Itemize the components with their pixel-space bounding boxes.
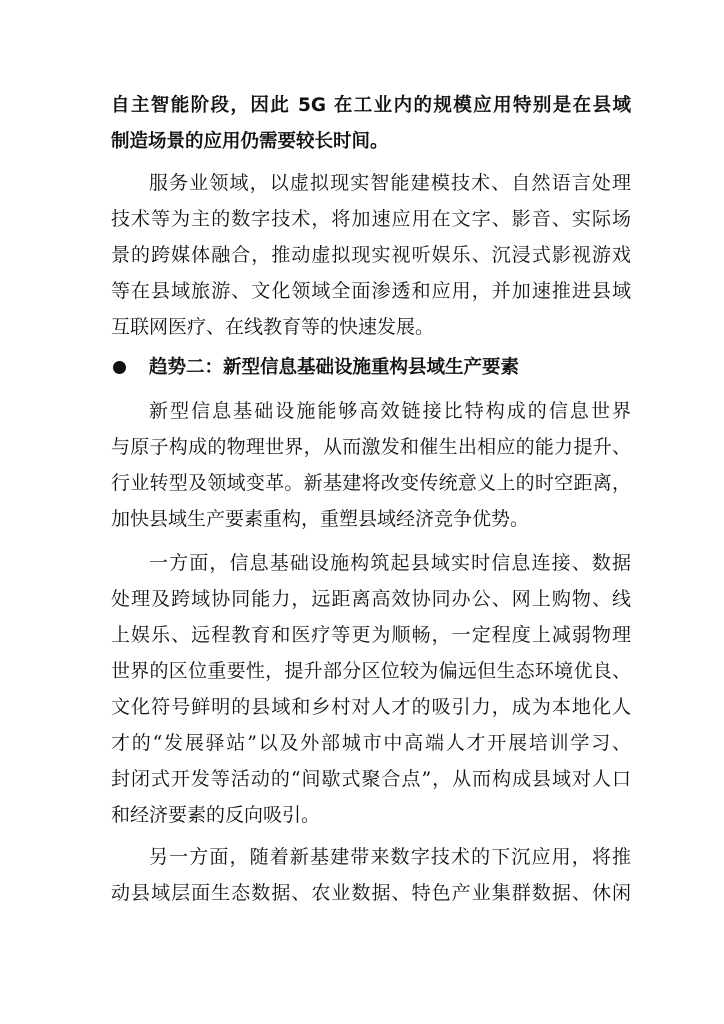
other-hand-paragraph-line-1: 另一方面，随着新基建带来数字技术的下沉应用，将推 (149, 846, 631, 868)
one-hand-paragraph-line-1: 一方面，信息基础设施构筑起县域实时信息连接、数据 (149, 552, 631, 574)
other-hand-paragraph-line-2: 动县域层面生态数据、农业数据、特色产业集群数据、休闲 (111, 882, 631, 904)
service-paragraph-line-1: 服务业领域，以虚拟现实智能建模技术、自然语言处理 (149, 172, 631, 194)
trend-heading (111, 350, 631, 386)
trend-heading-text: 趋势二：新型信息基础设施重构县域生产要素 (149, 357, 520, 378)
one-hand-paragraph-line-6: 才的“发展驿站”以及外部城市中高端人才开展培训学习、 (111, 732, 631, 754)
one-hand-paragraph-line-8: 和经济要素的反向吸引。 (111, 804, 321, 826)
service-paragraph-line-5: 互联网医疗、在线教育等的快速发展。 (111, 316, 435, 338)
intro-line-2: 制造场景的应用仍需要较长时间。 (111, 131, 389, 152)
intro-line-1: 自主智能阶段，因此 5G 在工业内的规模应用特别是在县域 (111, 95, 631, 116)
one-hand-paragraph-line-2: 处理及跨域协同能力，远距离高效协同办公、网上购物、线 (111, 588, 631, 610)
one-hand-paragraph-line-5: 文化符号鲜明的县域和乡村对人才的吸引力，成为本地化人 (111, 696, 631, 718)
bullet-icon (113, 361, 126, 374)
one-hand-paragraph-line-4: 世界的区位重要性，提升部分区位较为偏远但生态环境优良、 (111, 660, 631, 682)
one-hand-paragraph-line-3: 上娱乐、远程教育和医疗等更为顺畅，一定程度上减弱物理 (111, 624, 631, 646)
trend-paragraph-line-4: 加快县域生产要素重构，重塑县域经济竞争优势。 (111, 508, 530, 530)
service-paragraph-line-4: 等在县域旅游、文化领域全面渗透和应用，并加速推进县域 (111, 280, 631, 302)
service-paragraph-line-2: 技术等为主的数字技术，将加速应用在文字、影音、实际场 (111, 208, 631, 230)
trend-paragraph-line-3: 行业转型及领域变革。新基建将改变传统意义上的时空距离， (111, 472, 631, 494)
trend-paragraph-line-1: 新型信息基础设施能够高效链接比特构成的信息世界 (149, 400, 631, 422)
service-paragraph-line-3: 景的跨媒体融合，推动虚拟现实视听娱乐、沉浸式影视游戏 (111, 244, 631, 266)
one-hand-paragraph-line-7: 封闭式开发等活动的“间歇式聚合点”，从而构成县域对人口 (111, 768, 631, 790)
trend-paragraph-line-2: 与原子构成的物理世界，从而激发和催生出相应的能力提升、 (111, 436, 631, 458)
